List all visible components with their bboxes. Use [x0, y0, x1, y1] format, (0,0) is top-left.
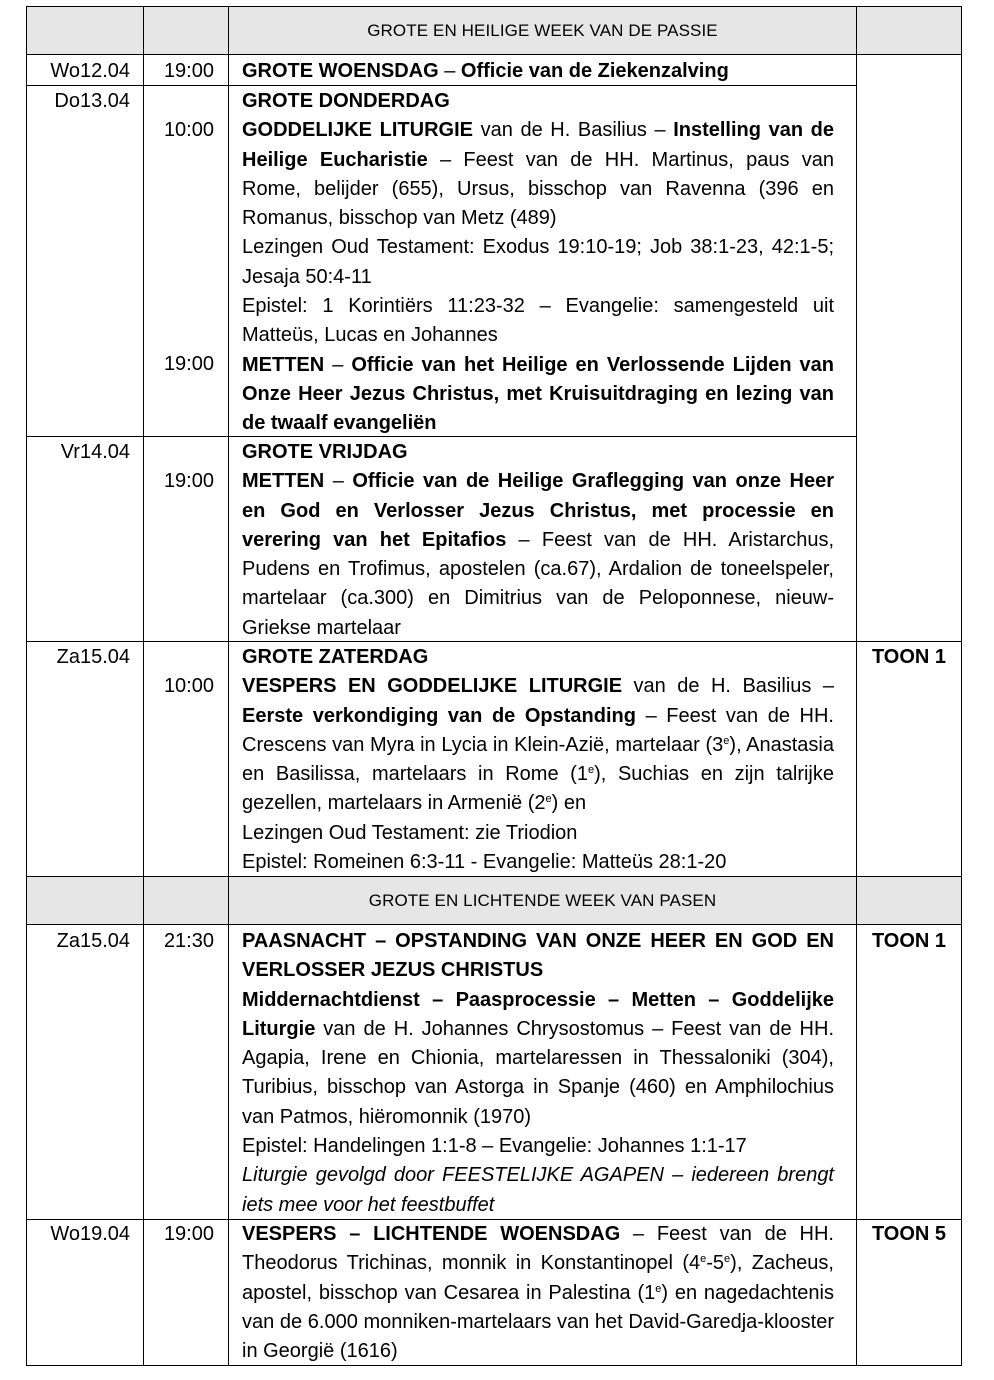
date-cell: Wo12.04 — [50, 60, 130, 82]
event-heading: GROTE DONDERDAG — [242, 90, 450, 112]
epistle: Epistel: 1 Korintiërs 11:23-32 – Evangelie: samengesteld uit Matteüs, Lucas en Johannes — [242, 295, 834, 347]
date-cell: Wo19.04 — [50, 1223, 130, 1245]
tone-label: TOON 1 — [871, 930, 947, 952]
section-title-easter-week: GROTE EN LICHTENDE WEEK VAN PASEN — [368, 891, 717, 910]
time-cell: 19:00 — [163, 60, 214, 82]
time-cell: 19:00 — [163, 353, 214, 375]
time-cell: 19:00 — [163, 470, 214, 492]
section-title-passion-week: GROTE EN HEILIGE WEEK VAN DE PASSIE — [367, 21, 718, 40]
event-description: VESPERS – LICHTENDE WOENSDAG – Feest van de HH. Theodorus Trichinas, monnik in Konstantinopel (4e-5e), Zacheus, apostel, bisschop van Cesarea in Palestina (1e) en nagedachtenis van de 6.000 monniken-martelaars van het David-Garedja-klooster in Georgië (1616) — [242, 1223, 834, 1363]
event-heading: GROTE ZATERDAG — [242, 646, 429, 668]
date-cell: Do13.04 — [54, 90, 130, 112]
readings: Lezingen Oud Testament: Exodus 19:10-19; Job 38:1-23, 42:1-5; Jesaja 50:4-11 — [242, 236, 834, 288]
event-heading: GROTE VRIJDAG — [242, 441, 408, 463]
epistle: Epistel: Handelingen 1:1-8 – Evangelie: Johannes 1:1-17 — [242, 1135, 747, 1158]
time-cell: 19:00 — [163, 1223, 214, 1245]
time-cell: 10:00 — [163, 675, 214, 697]
event-description: GROTE VRIJDAG METTEN – Officie van de Heilige Graflegging van onze Heer en God en Verlosser Jezus Christus, met processie en verering van het Epitafios – Feest van de HH. Aristarchus, Pudens en Trofimus, apostelen (ca.67), Ardalion de toneelspeler, martelaar (ca.300) en Dimitrius van de Peloponnese, nieuw-Griekse martelaar — [242, 441, 834, 639]
event-title: GROTE WOENSDAG — [242, 60, 439, 82]
event-office: Officie van de Ziekenzalving — [460, 60, 729, 82]
event-description: PAASNACHT – OPSTANDING VAN ONZE HEER EN GOD EN VERLOSSER JEZUS CHRISTUS Middernachtdienst – Paasprocessie – Metten – Goddelijke Liturgie van de H. Johannes Chrysostomus – Feest van de HH. Agapia, Irene en Chionia, martelaressen in Thessaloniki (304), Turibius, bisschop van Astorga in Spanje (460) en Amphilochius van Patmos, hiëromonnik (1970) Epistel: Handelingen 1:1-8 – Evangelie: Johannes 1:1-17 Liturgie gevolgd door FEESTELIJKE AGAPEN – iedereen brengt iets mee voor het feestbuffet — [242, 930, 834, 1216]
agape-note: Liturgie gevolgd door FEESTELIJKE AGAPEN – iedereen brengt iets mee voor het feestbuffet — [242, 1164, 834, 1216]
date-cell: Za15.04 — [56, 930, 130, 952]
date-cell: Vr14.04 — [60, 441, 130, 463]
event-description: GROTE DONDERDAG GODDELIJKE LITURGIE van de H. Basilius – Instelling van de Heilige Eucharistie – Feest van de HH. Martinus, paus van Rome, belijder (655), Ursus, bisschop van Ravenna (396 en Romanus, bisschop van Metz (489) Lezingen Oud Testament: Exodus 19:10-19; Job 38:1-23, 42:1-5; Jesaja 50:4-11 Epistel: 1 Korintiërs 11:23-32 – Evangelie: samengesteld uit Matteüs, Lucas en Johannes METTEN – Officie van het Heilige en Verlossende Lijden van Onze Heer Jezus Christus, met Kruisuitdraging en lezing van de twaalf evangeliën — [242, 90, 835, 435]
readings: Lezingen Oud Testament: zie Triodion — [242, 821, 578, 844]
tone-label: TOON 1 — [871, 646, 947, 668]
event-heading: VESPERS – LICHTENDE WOENSDAG — [242, 1223, 621, 1245]
date-cell: Za15.04 — [56, 646, 130, 668]
time-cell: 21:30 — [163, 930, 214, 952]
time-cell: 10:00 — [163, 119, 214, 141]
event-description: GROTE WOENSDAG – Officie van de Ziekenzalving — [242, 60, 729, 82]
epistle: Epistel: Romeinen 6:3-11 - Evangelie: Matteüs 28:1-20 — [242, 851, 727, 874]
tone-label: TOON 5 — [871, 1223, 947, 1245]
event-heading: PAASNACHT – OPSTANDING VAN ONZE HEER EN GOD EN VERLOSSER JEZUS CHRISTUS — [242, 930, 834, 982]
event-description: GROTE ZATERDAG VESPERS EN GODDELIJKE LITURGIE van de H. Basilius – Eerste verkondiging van de Opstanding – Feest van de HH. Crescens van Myra in Lycia in Klein-Azië, martelaar (3e), Anastasia en Basilissa, martelaars in Rome (1e), Suchias en zijn talrijke gezellen, martelaars in Armenië (2e) en Lezingen Oud Testament: zie Triodion Epistel: Romeinen 6:3-11 - Evangelie: Matteüs 28:1-20 — [242, 643, 834, 877]
